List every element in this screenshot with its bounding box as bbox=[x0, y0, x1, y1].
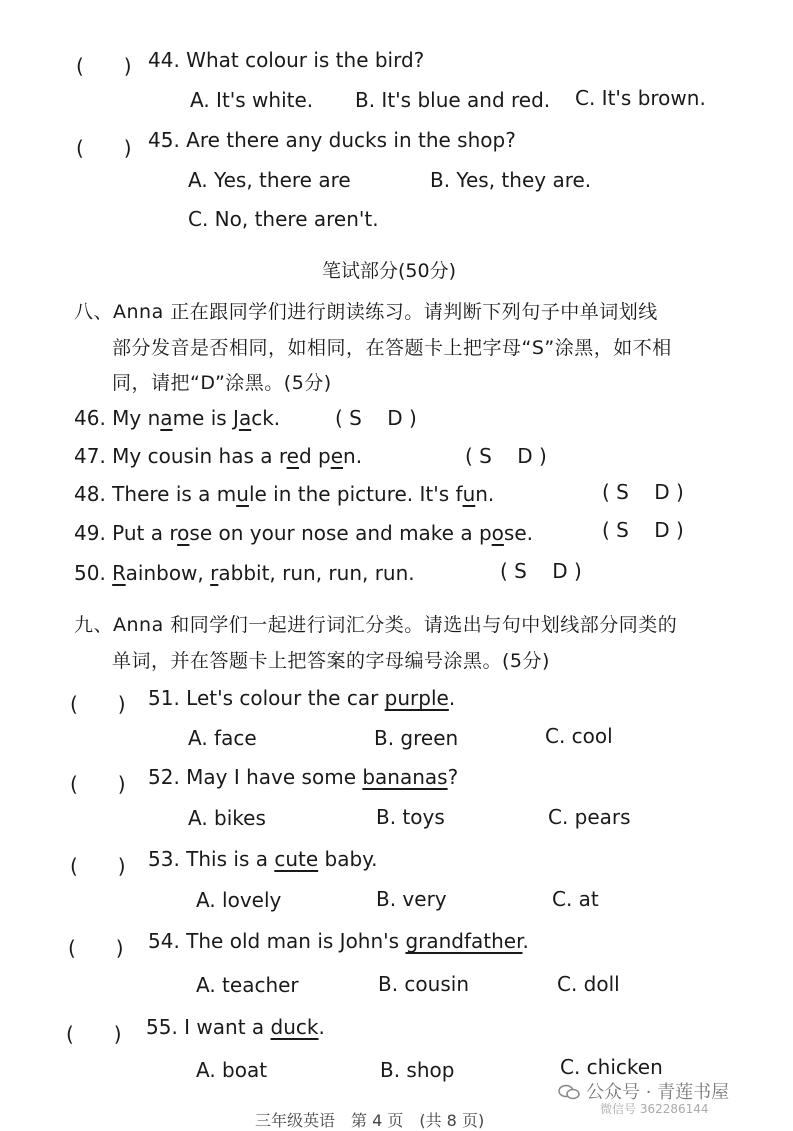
underlined-part: a bbox=[160, 406, 173, 430]
q54-option-c: C. doll bbox=[557, 972, 620, 996]
q45-option-b: B. Yes, they are. bbox=[430, 168, 592, 192]
stem-text: 55. I want a bbox=[146, 1015, 271, 1039]
text-part: d p bbox=[298, 444, 331, 468]
stem-text: . bbox=[318, 1015, 325, 1039]
underlined-part: a bbox=[238, 406, 252, 430]
item-47 bbox=[74, 444, 362, 468]
sd-choice-47: ( S D ) bbox=[465, 444, 547, 468]
sentence-text bbox=[112, 521, 533, 545]
q55-option-b: B. shop bbox=[380, 1058, 455, 1082]
question-45-stem: 45. Are there any ducks in the shop? bbox=[148, 128, 516, 152]
answer-paren-53: ( ) bbox=[70, 854, 126, 878]
text-part: ck. bbox=[251, 406, 281, 430]
underlined-word: bananas bbox=[362, 765, 448, 789]
q51-option-b: B. green bbox=[374, 726, 459, 750]
item-number: 50. bbox=[74, 561, 106, 585]
q52-option-a: A. bikes bbox=[188, 806, 266, 830]
part8-heading-line1: 八、Anna 正在跟同学们进行朗读练习。请判断下列句子中单词划线 bbox=[74, 301, 658, 323]
stem-text: ? bbox=[447, 765, 459, 789]
sentence-text bbox=[112, 482, 494, 506]
q51-option-a: A. face bbox=[188, 726, 257, 750]
stem-text: 51. Let's colour the car bbox=[148, 686, 385, 710]
answer-paren-52: ( ) bbox=[70, 772, 126, 796]
part9-heading-line1: 九、Anna 和同学们一起进行词汇分类。请选出与句中划线部分同类的 bbox=[74, 614, 678, 636]
item-48 bbox=[74, 482, 494, 506]
question-51-stem bbox=[148, 686, 455, 710]
text-part: abbit, run, run, run. bbox=[218, 561, 415, 585]
answer-paren-45: ( ) bbox=[76, 136, 132, 160]
underlined-word: purple bbox=[384, 686, 449, 710]
item-49 bbox=[74, 521, 533, 545]
text-part: My cousin has a r bbox=[112, 444, 287, 468]
part8-heading-line3: 同，请把“D”涂黑。(5分) bbox=[112, 372, 332, 394]
q54-option-a: A. teacher bbox=[196, 973, 299, 997]
sd-choice-46: ( S D ) bbox=[335, 406, 417, 430]
text-part: se on your nose and make a p bbox=[189, 521, 492, 545]
q55-option-a: A. boat bbox=[196, 1058, 268, 1082]
sentence-text bbox=[112, 561, 414, 585]
question-52-stem bbox=[148, 765, 458, 789]
text-part: My n bbox=[112, 406, 161, 430]
text-part: ainbow, bbox=[125, 561, 211, 585]
watermark-text: 公众号 · 青莲书屋 bbox=[586, 1082, 730, 1103]
text-part: le in the picture. It's f bbox=[248, 482, 463, 506]
q44-option-a: A. It's white. bbox=[190, 88, 314, 112]
text-part: Put a r bbox=[112, 521, 178, 545]
question-44-stem: 44. What colour is the bird? bbox=[148, 48, 425, 72]
question-55-stem bbox=[146, 1015, 325, 1039]
item-number: 46. bbox=[74, 406, 106, 430]
underlined-part: o bbox=[491, 521, 504, 545]
answer-paren-44: ( ) bbox=[76, 54, 132, 78]
q51-option-c: C. cool bbox=[545, 724, 613, 748]
answer-paren-55: ( ) bbox=[66, 1022, 122, 1046]
underlined-part: R bbox=[112, 561, 126, 585]
text-part: me is J bbox=[172, 406, 239, 430]
q44-option-b: B. It's blue and red. bbox=[355, 88, 551, 112]
stem-text: 54. The old man is John's bbox=[148, 929, 406, 953]
written-section-title: 笔试部分(50分) bbox=[322, 260, 457, 282]
q52-option-b: B. toys bbox=[376, 805, 445, 829]
watermark-sub: 微信号 362286144 bbox=[600, 1102, 709, 1116]
sd-choice-50: ( S D ) bbox=[500, 559, 582, 583]
stem-text: . bbox=[522, 929, 529, 953]
text-part: n. bbox=[475, 482, 495, 506]
q44-option-c: C. It's brown. bbox=[575, 86, 706, 110]
text-part: n. bbox=[343, 444, 363, 468]
stem-text: 53. This is a bbox=[148, 847, 275, 871]
q53-option-b: B. very bbox=[376, 887, 447, 911]
q53-option-a: A. lovely bbox=[196, 888, 282, 912]
stem-text: baby. bbox=[318, 847, 378, 871]
item-46 bbox=[74, 406, 280, 430]
q53-option-c: C. at bbox=[552, 887, 599, 911]
underlined-word: duck bbox=[270, 1015, 319, 1039]
question-54-stem bbox=[148, 929, 529, 953]
question-53-stem bbox=[148, 847, 378, 871]
page-footer: 三年级英语 第 4 页 (共 8 页) bbox=[255, 1111, 485, 1130]
sentence-text bbox=[112, 406, 280, 430]
underlined-part: e bbox=[330, 444, 344, 468]
q45-option-a: A. Yes, there are bbox=[188, 168, 351, 192]
sd-choice-49: ( S D ) bbox=[602, 518, 684, 542]
underlined-part: o bbox=[177, 521, 190, 545]
item-number: 49. bbox=[74, 521, 106, 545]
sd-choice-48: ( S D ) bbox=[602, 480, 684, 504]
q52-option-c: C. pears bbox=[548, 805, 631, 829]
underlined-word: grandfather bbox=[405, 929, 523, 953]
wechat-icon bbox=[558, 1084, 580, 1100]
stem-text: 52. May I have some bbox=[148, 765, 363, 789]
item-50 bbox=[74, 561, 415, 585]
answer-paren-54: ( ) bbox=[68, 936, 124, 960]
underlined-part: e bbox=[286, 444, 299, 468]
q45-option-c: C. No, there aren't. bbox=[188, 207, 379, 231]
sentence-text bbox=[112, 444, 362, 468]
text-part: se. bbox=[503, 521, 533, 545]
item-number: 47. bbox=[74, 444, 106, 468]
stem-text: . bbox=[448, 686, 456, 710]
answer-paren-51: ( ) bbox=[70, 692, 126, 716]
q55-option-c: C. chicken bbox=[560, 1055, 663, 1079]
q54-option-b: B. cousin bbox=[378, 972, 469, 996]
underlined-part: u bbox=[462, 482, 476, 506]
underlined-part: u bbox=[236, 482, 249, 506]
underlined-part: r bbox=[210, 561, 219, 585]
underlined-word: cute bbox=[274, 847, 319, 871]
part8-heading-line2: 部分发音是否相同，如相同，在答题卡上把字母“S”涂黑，如不相 bbox=[112, 337, 672, 359]
item-number: 48. bbox=[74, 482, 106, 506]
text-part: There is a m bbox=[112, 482, 237, 506]
part9-heading-line2: 单词，并在答题卡上把答案的字母编号涂黑。(5分) bbox=[112, 650, 550, 672]
